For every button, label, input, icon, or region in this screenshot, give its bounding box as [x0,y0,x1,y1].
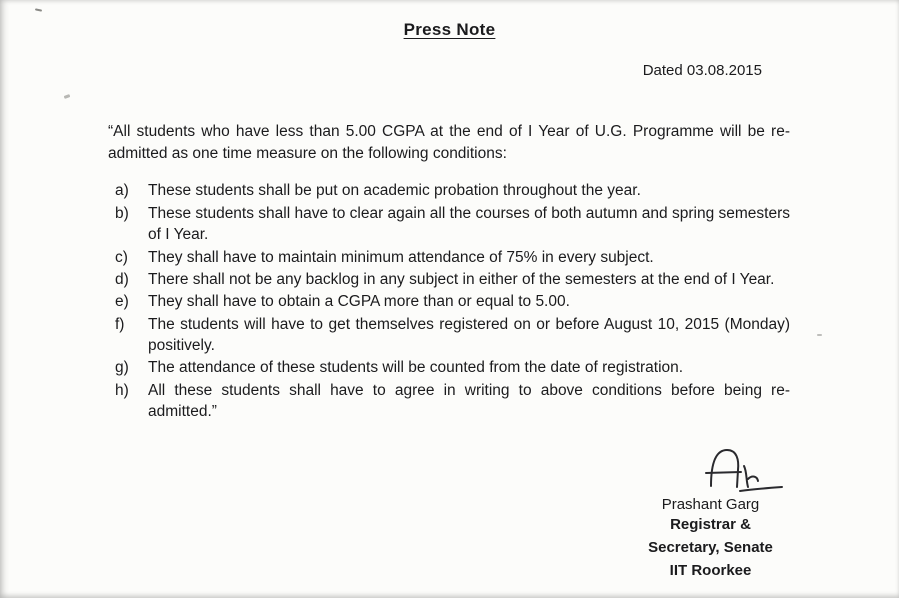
list-text: They shall have to obtain a CGPA more than or equal to 5.00. [148,293,570,311]
list-marker: h) [115,381,129,399]
list-marker: g) [115,359,129,377]
list-item [115,247,790,268]
document-title: Press Note [403,20,496,39]
conditions-list [115,180,790,422]
list-marker: c) [115,248,128,266]
signatory-name: Prashant Garg [661,496,760,513]
list-item [115,380,790,423]
signature-block [618,446,803,582]
intro-paragraph: “All students who have less than 5.00 CGPA at the end of I Year of U.G. Programme will be re-admitted as one time measure on the following conditions: [108,123,790,162]
signatory-organization: IIT Roorkee [669,562,752,579]
list-text: These students shall be put on academic probation throughout the year. [148,182,641,200]
list-text: All these students shall have to agree in writing to above conditions before being re-admitted.” [148,381,790,421]
list-text: The attendance of these students will be counted from the date of registration. [148,359,684,377]
list-item [115,291,790,312]
signature-icon [702,446,786,494]
list-marker: d) [115,270,129,288]
scan-artifact [817,334,822,336]
signatory-role-2: Secretary, Senate [648,539,773,556]
list-text: The students will have to get themselves registered on or before August 10, 2015 (Monday) positively. [148,315,790,354]
list-item [115,357,790,378]
list-text: There shall not be any backlog in any subject in either of the semesters at the end of I Year. [148,270,775,288]
list-marker: b) [115,204,129,222]
scan-artifact [64,94,71,99]
date-line: Dated 03.08.2015 [642,62,762,79]
list-item [115,203,790,246]
list-text: These students shall have to clear again all the courses of both autumn and spring semesters of I Year. [148,204,790,244]
list-text: They shall have to maintain minimum attendance of 75% in every subject. [148,248,654,266]
list-item [115,269,790,290]
list-marker: f) [115,315,125,333]
signatory-role-1: Registrar & [670,516,751,533]
list-item [115,180,790,201]
list-item [115,314,790,357]
list-marker: a) [115,182,129,200]
list-marker: e) [115,293,129,311]
